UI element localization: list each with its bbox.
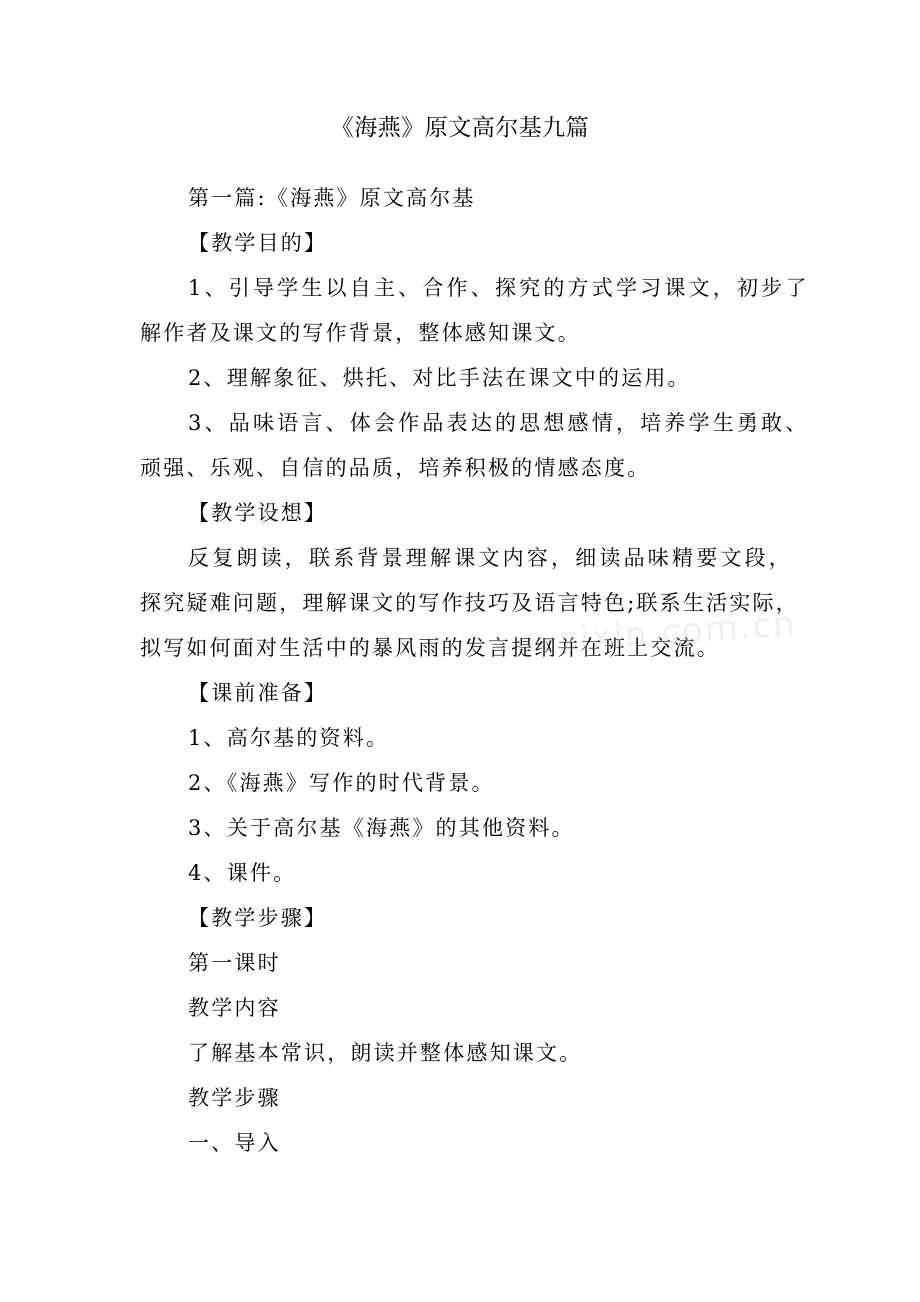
watermark: zixin.com.cn: [558, 603, 798, 661]
paragraph-line: 教学步骤: [188, 1086, 281, 1110]
paragraph-line: 了解基本常识，朗读并整体感知课文。: [188, 1041, 583, 1065]
list-item: 2、《海燕》写作的时代背景。: [188, 771, 495, 795]
subsection-heading: 【教学目的】: [188, 231, 328, 255]
subsection-heading: 【教学设想】: [188, 501, 328, 525]
paragraph-line: 1、引导学生以自主、合作、探究的方式学习课文，初步了: [188, 276, 810, 300]
paragraph-line: 探究疑难问题，理解课文的写作技巧及语言特色;联系生活实际，: [140, 591, 799, 615]
paragraph-line: 拟写如何面对生活中的暴风雨的发言提纲并在班上交流。: [140, 636, 720, 660]
document-body: [140, 176, 810, 1166]
paragraph-line: 3、品味语言、体会作品表达的思想感情，培养学生勇敢、: [188, 411, 810, 435]
paragraph-line: 一、导入: [188, 1131, 281, 1155]
document-title: 《海燕》原文高尔基九篇: [330, 115, 590, 141]
list-item: 4、课件。: [188, 861, 297, 885]
subsection-heading: 【课前准备】: [188, 681, 328, 705]
paragraph-line: 顽强、乐观、自信的品质，培养积极的情感态度。: [140, 456, 651, 480]
section-heading: 第一篇:《海燕》原文高尔基: [188, 186, 476, 210]
paragraph-line: 2、理解象征、烘托、对比手法在课文中的运用。: [188, 366, 691, 390]
paragraph-line: 解作者及课文的写作背景，整体感知课文。: [140, 321, 581, 345]
subsection-heading: 【教学步骤】: [188, 906, 328, 930]
paragraph-line: 第一课时: [188, 951, 281, 975]
paragraph-line: 反复朗读，联系背景理解课文内容，细读品味精要文段，: [188, 546, 793, 570]
list-item: 3、关于高尔基《海燕》的其他资料。: [188, 816, 575, 840]
list-item: 1、高尔基的资料。: [188, 726, 390, 750]
paragraph-line: 教学内容: [188, 996, 281, 1020]
